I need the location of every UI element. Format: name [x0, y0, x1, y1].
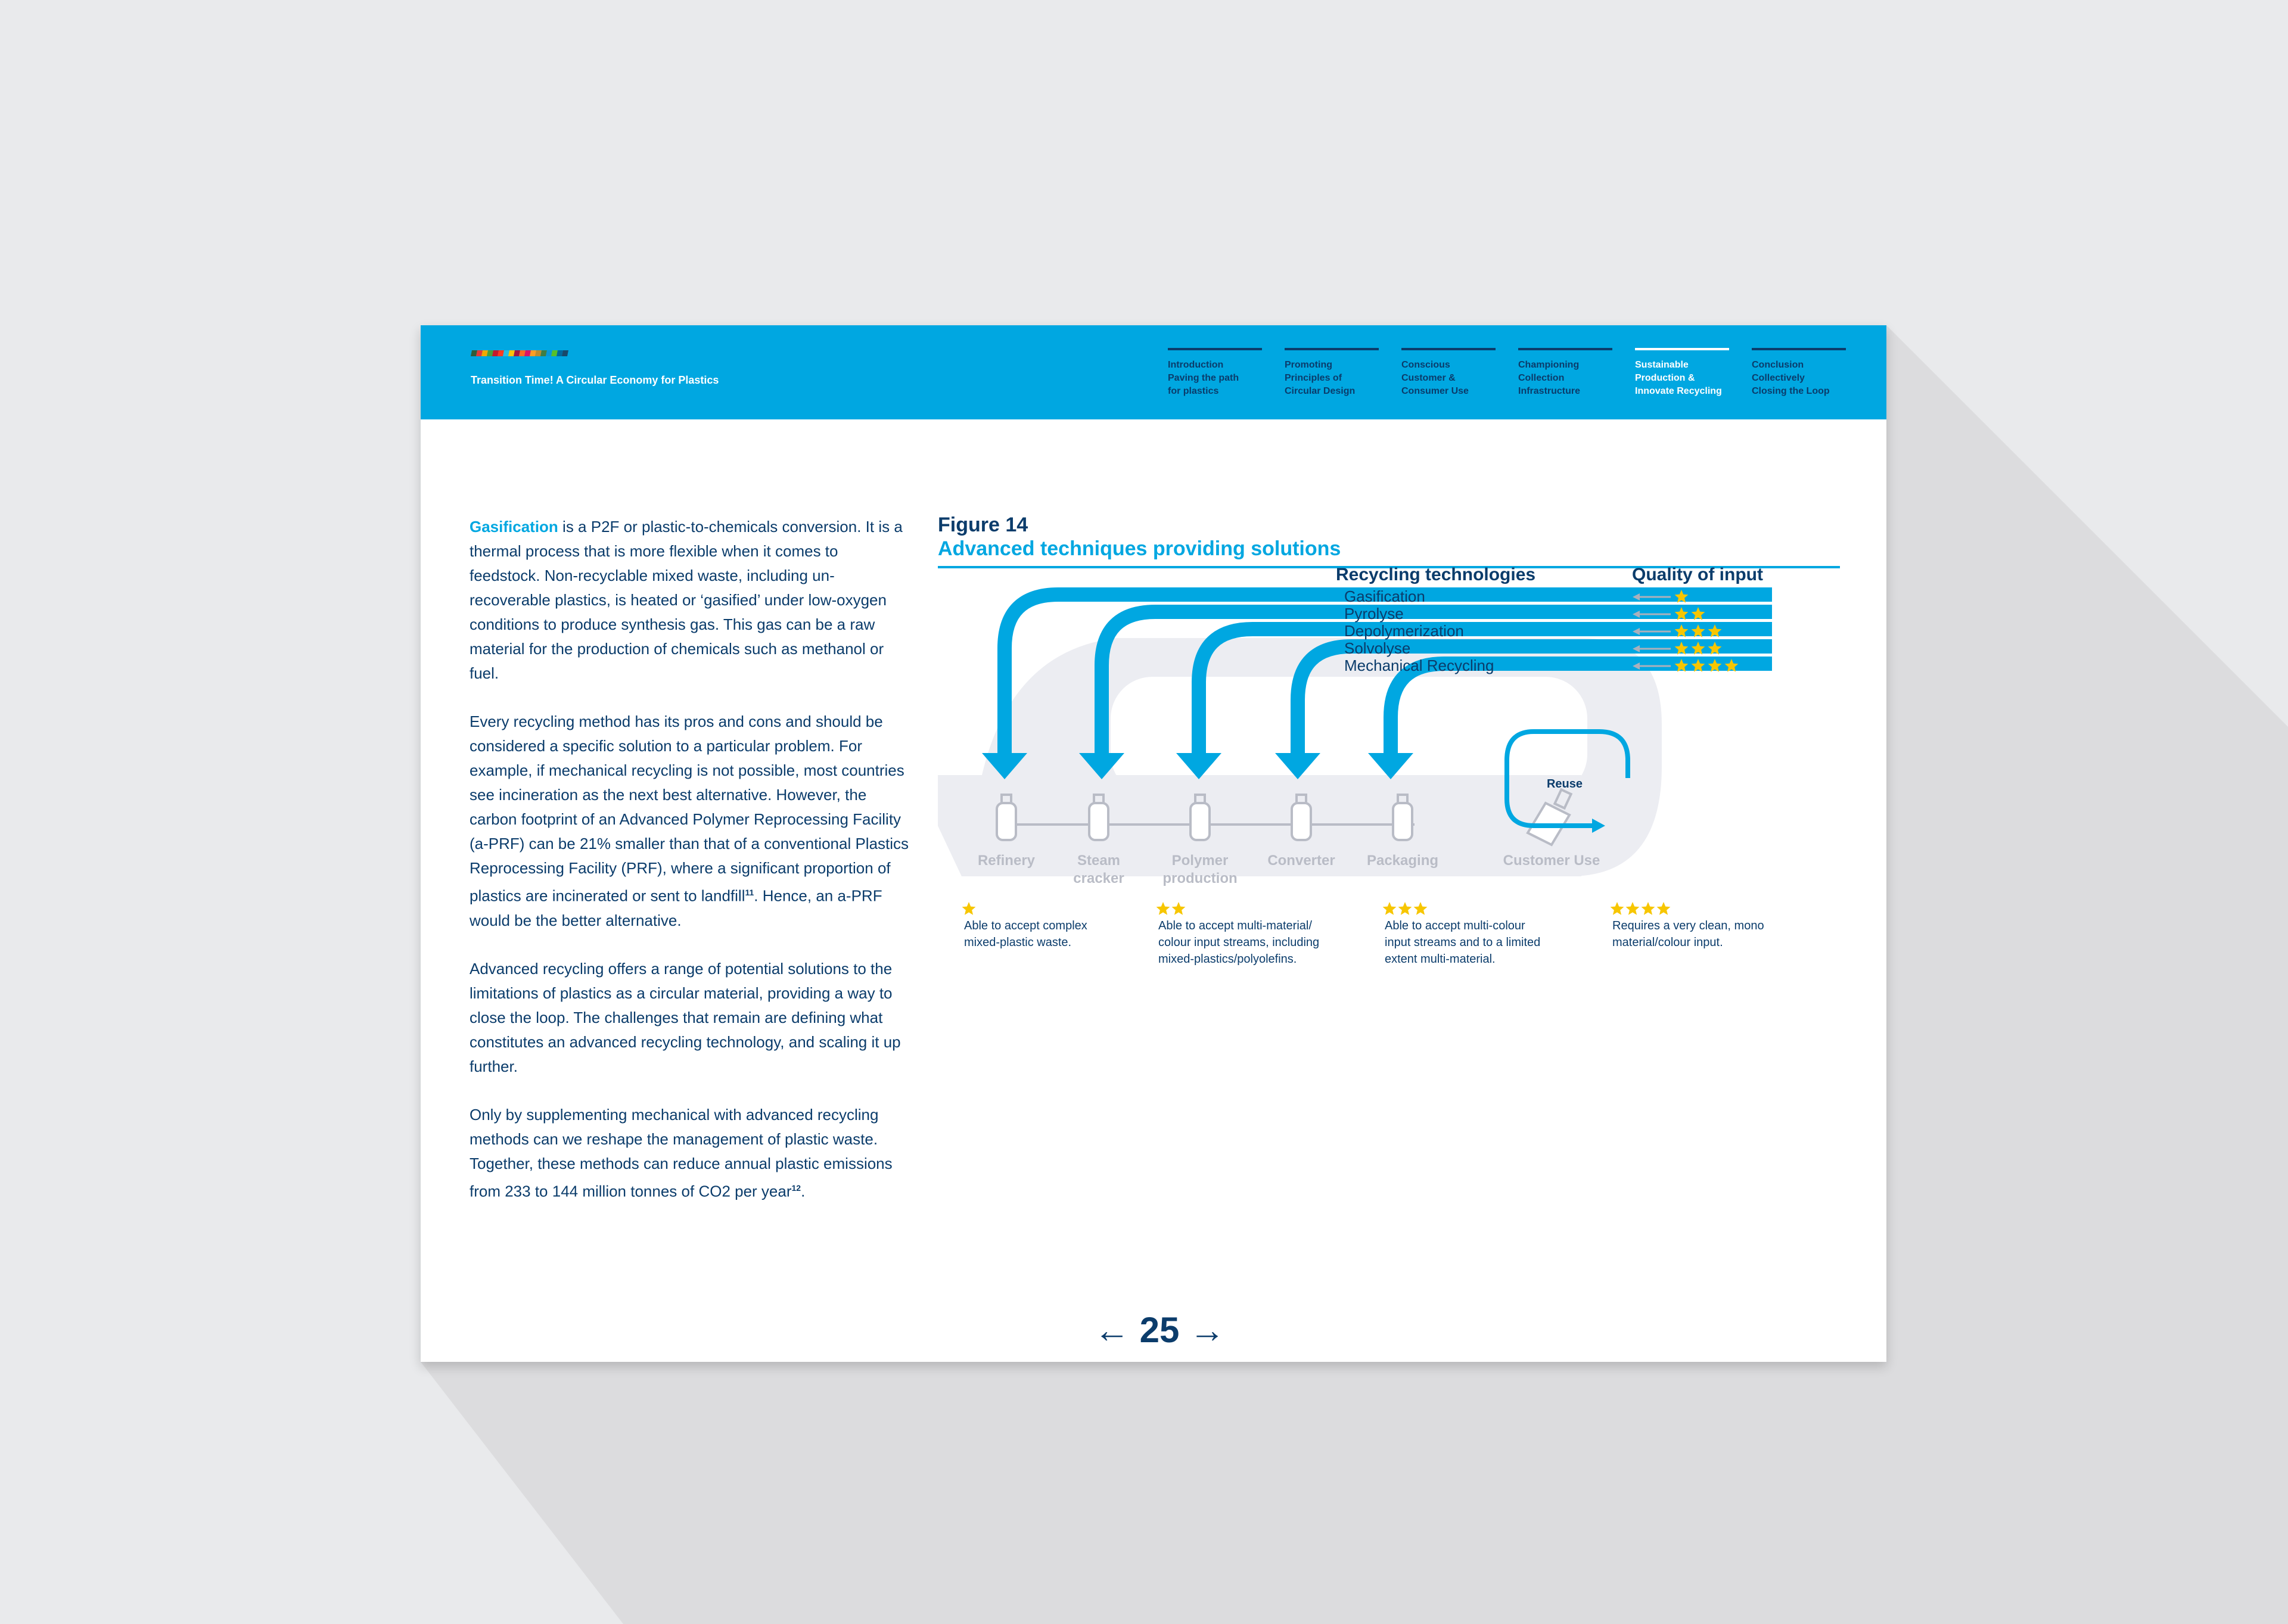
stage-label: production	[1162, 870, 1238, 886]
star-icon	[1157, 902, 1170, 915]
star-icon	[1383, 902, 1397, 915]
paragraph-gasification	[470, 515, 910, 686]
nav-item-6[interactable]: Conclusion Collectively Closing the Loop	[1752, 348, 1846, 398]
stage-label: Refinery	[977, 853, 1036, 869]
star-icon	[1626, 902, 1640, 915]
recycling-diagram	[938, 565, 1867, 966]
quality-heading: Quality of input	[1632, 565, 1763, 584]
figure-title: Advanced techniques providing solutions	[938, 537, 1341, 560]
stage-label: Steam	[1077, 853, 1121, 869]
document-title: Transition Time! A Circular Economy for Plastics	[471, 374, 719, 386]
page-header	[421, 325, 1886, 419]
stage-label: Converter	[1267, 853, 1335, 869]
technology-label: Mechanical Recycling	[1344, 657, 1494, 674]
note-text: material/colour input.	[1612, 936, 1723, 949]
quality-notes	[962, 902, 1764, 966]
quality-note	[1157, 902, 1320, 966]
nav-item-1[interactable]: Introduction Paving the path for plastics	[1168, 348, 1262, 398]
note-text: colour input streams, including	[1158, 936, 1320, 949]
reuse-label: Reuse	[1546, 777, 1583, 791]
paragraph-text: .	[801, 1182, 806, 1200]
nav-item-4[interactable]: Championing Collection Infrastructure	[1518, 348, 1612, 398]
term-gasification: Gasification	[470, 518, 558, 536]
star-icon	[1642, 902, 1655, 915]
paragraph-text: Advanced recycling offers a range of potential solutions to the limitations of plastics as a circular material, providing a way to close the loop. The challenges that remain are defining what constitutes an advanced recycling technology, and scaling it up further.	[470, 959, 901, 1075]
technology-label: Pyrolyse	[1344, 605, 1404, 623]
page-number: 25	[1139, 1310, 1180, 1350]
note-text: extent multi-material.	[1385, 953, 1496, 966]
note-text: Able to accept multi-material/	[1158, 919, 1312, 932]
figure-label: Figure 14	[938, 514, 1028, 536]
nav-item-2[interactable]: Promoting Principles of Circular Design	[1285, 348, 1379, 398]
tech-heading: Recycling technologies	[1336, 565, 1536, 584]
nav-item-3[interactable]: Conscious Customer & Consumer Use	[1401, 348, 1496, 398]
footnote-ref[interactable]: 11	[745, 888, 754, 897]
quality-note	[1383, 902, 1541, 966]
technology-label: Gasification	[1344, 587, 1425, 605]
paragraph-text: is a P2F or plastic-to-chemicals conversion. It is a thermal process that is more flexible when it comes to feedstock. Non-recyclable mixed waste, including un-recoverable plastics, is heated or ‘gasified’ under low-oxygen conditions to produce synthesis gas. This gas can be a raw material for the production of chemicals such as methanol or fuel.	[470, 518, 903, 682]
paragraph-advanced-recycling	[470, 957, 910, 1079]
note-text: Able to accept complex	[964, 919, 1087, 932]
prev-page-arrow-icon[interactable]: ←	[1093, 1310, 1130, 1350]
technology-label: Depolymerization	[1344, 622, 1464, 640]
stage-label: Packaging	[1366, 853, 1439, 869]
note-text: Able to accept multi-colour	[1385, 919, 1525, 932]
quality-note	[1611, 902, 1764, 949]
star-icon	[1414, 902, 1428, 915]
stage-label: Polymer	[1171, 853, 1229, 869]
section-nav	[1168, 348, 1859, 407]
technology-label: Solvolyse	[1344, 639, 1411, 657]
stage-label: Customer Use	[1503, 853, 1600, 869]
paragraph-text: . Hence, an a-PRF would be the better alternative.	[470, 886, 882, 929]
sdg-color-stripe	[471, 350, 567, 356]
note-text: mixed-plastic waste.	[964, 936, 1072, 949]
body-text	[470, 515, 910, 1227]
star-icon	[1657, 902, 1671, 915]
report-page	[421, 325, 1886, 1362]
nav-item-5[interactable]: Sustainable Production & Innovate Recycling	[1635, 348, 1729, 398]
footnote-ref[interactable]: 12	[791, 1183, 801, 1193]
note-text: mixed-plastics/polyolefins.	[1158, 953, 1297, 966]
note-text: input streams and to a limited	[1385, 936, 1541, 949]
paragraph-pros-cons	[470, 710, 910, 933]
page-navigation	[1088, 1309, 1231, 1351]
quality-note	[962, 902, 1087, 949]
note-text: Requires a very clean, mono	[1612, 919, 1764, 932]
paragraph-text: Only by supplementing mechanical with advanced recycling methods can we reshape the management of plastic waste. Together, these methods can reduce annual plastic emissions from 233 to 144 million tonnes of CO2 per year	[470, 1105, 893, 1200]
paragraph-supplementing	[470, 1103, 910, 1204]
star-icon	[1172, 902, 1186, 915]
paragraph-text: Every recycling method has its pros and cons and should be considered a specific solution to a particular problem. For example, if mechanical recycling is not possible, most countries see incineration as the next best alternative. However, the carbon footprint of an Advanced Polymer Reprocessing Facility (a-PRF) can be 21% smaller than that of a conventional Plastics Reprocessing Facility (PRF), where a significant proportion of plastics are incinerated or sent to landfill	[470, 713, 909, 905]
stage-label: cracker	[1073, 870, 1124, 886]
star-icon	[1611, 902, 1624, 915]
next-page-arrow-icon[interactable]: →	[1189, 1310, 1226, 1350]
star-icon	[962, 902, 976, 915]
star-icon	[1398, 902, 1412, 915]
